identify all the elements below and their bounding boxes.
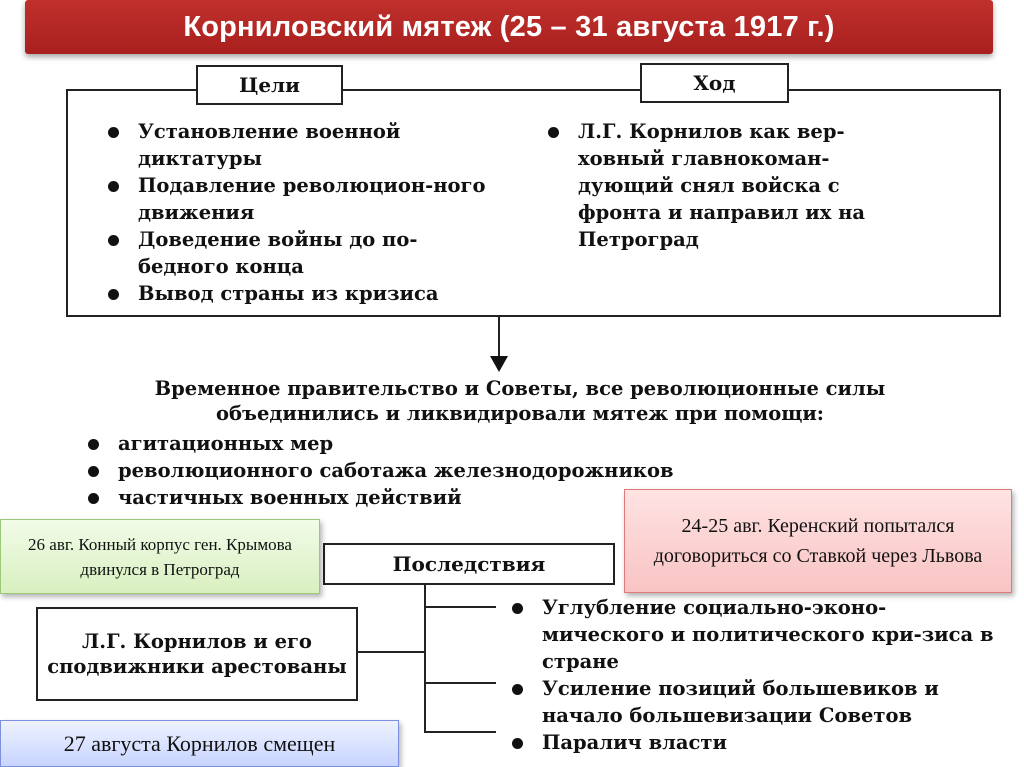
outcome-heading: Временное правительство и Советы, все революционные силы объединились и ликвидировали мятеж при помощи: (154, 377, 886, 425)
course-label: Ход (640, 63, 789, 103)
goals-label: Цели (196, 65, 343, 105)
goal-item: Вывод страны из кризиса (104, 280, 504, 307)
goal-item: Подавление революцион-ного движения (104, 172, 504, 226)
outcome-item: агитационных мер (84, 430, 684, 457)
course-list (544, 118, 884, 253)
callout-blue: 27 августа Корнилов смещен (0, 720, 399, 767)
course-item: Л.Г. Корнилов как вер-ховный главнокоман-дующий снял войска с фронта и направил их на Петроград (544, 118, 884, 253)
consequences-branch-line (424, 731, 496, 733)
callout-green: 26 авг. Конный корпус ген. Крымова двинулся в Петроград (0, 519, 320, 594)
callout-pink: 24-25 авг. Керенский попытался договориться со Ставкой через Львова (624, 489, 1012, 593)
arrested-connector-line (358, 651, 424, 653)
consequences-label: Последствия (323, 543, 615, 585)
consequences-branch-line (424, 606, 496, 608)
arrow-down-icon (490, 356, 508, 372)
consequences-list (508, 594, 1008, 756)
goals-list (104, 118, 504, 307)
goal-item: Установление военной диктатуры (104, 118, 504, 172)
consequences-branch-line (424, 682, 496, 684)
goal-item: Доведение войны до по-бедного конца (104, 226, 504, 280)
page-title: Корниловский мятеж (25 – 31 августа 1917 г.) (183, 10, 835, 43)
connector-line (498, 317, 500, 359)
consequence-item: Паралич власти (508, 729, 1008, 756)
title-banner (25, 0, 993, 54)
outcome-item: частичных военных действий (84, 484, 684, 511)
consequence-item: Углубление социально-эконо-мического и политического кри-зиса в стране (508, 594, 1008, 675)
arrested-box: Л.Г. Корнилов и его сподвижники арестованы (36, 607, 358, 701)
outcome-list (84, 430, 684, 511)
outcome-item: революционного саботажа железнодорожников (84, 457, 684, 484)
consequence-item: Усиление позиций большевиков и начало большевизации Советов (508, 675, 1008, 729)
